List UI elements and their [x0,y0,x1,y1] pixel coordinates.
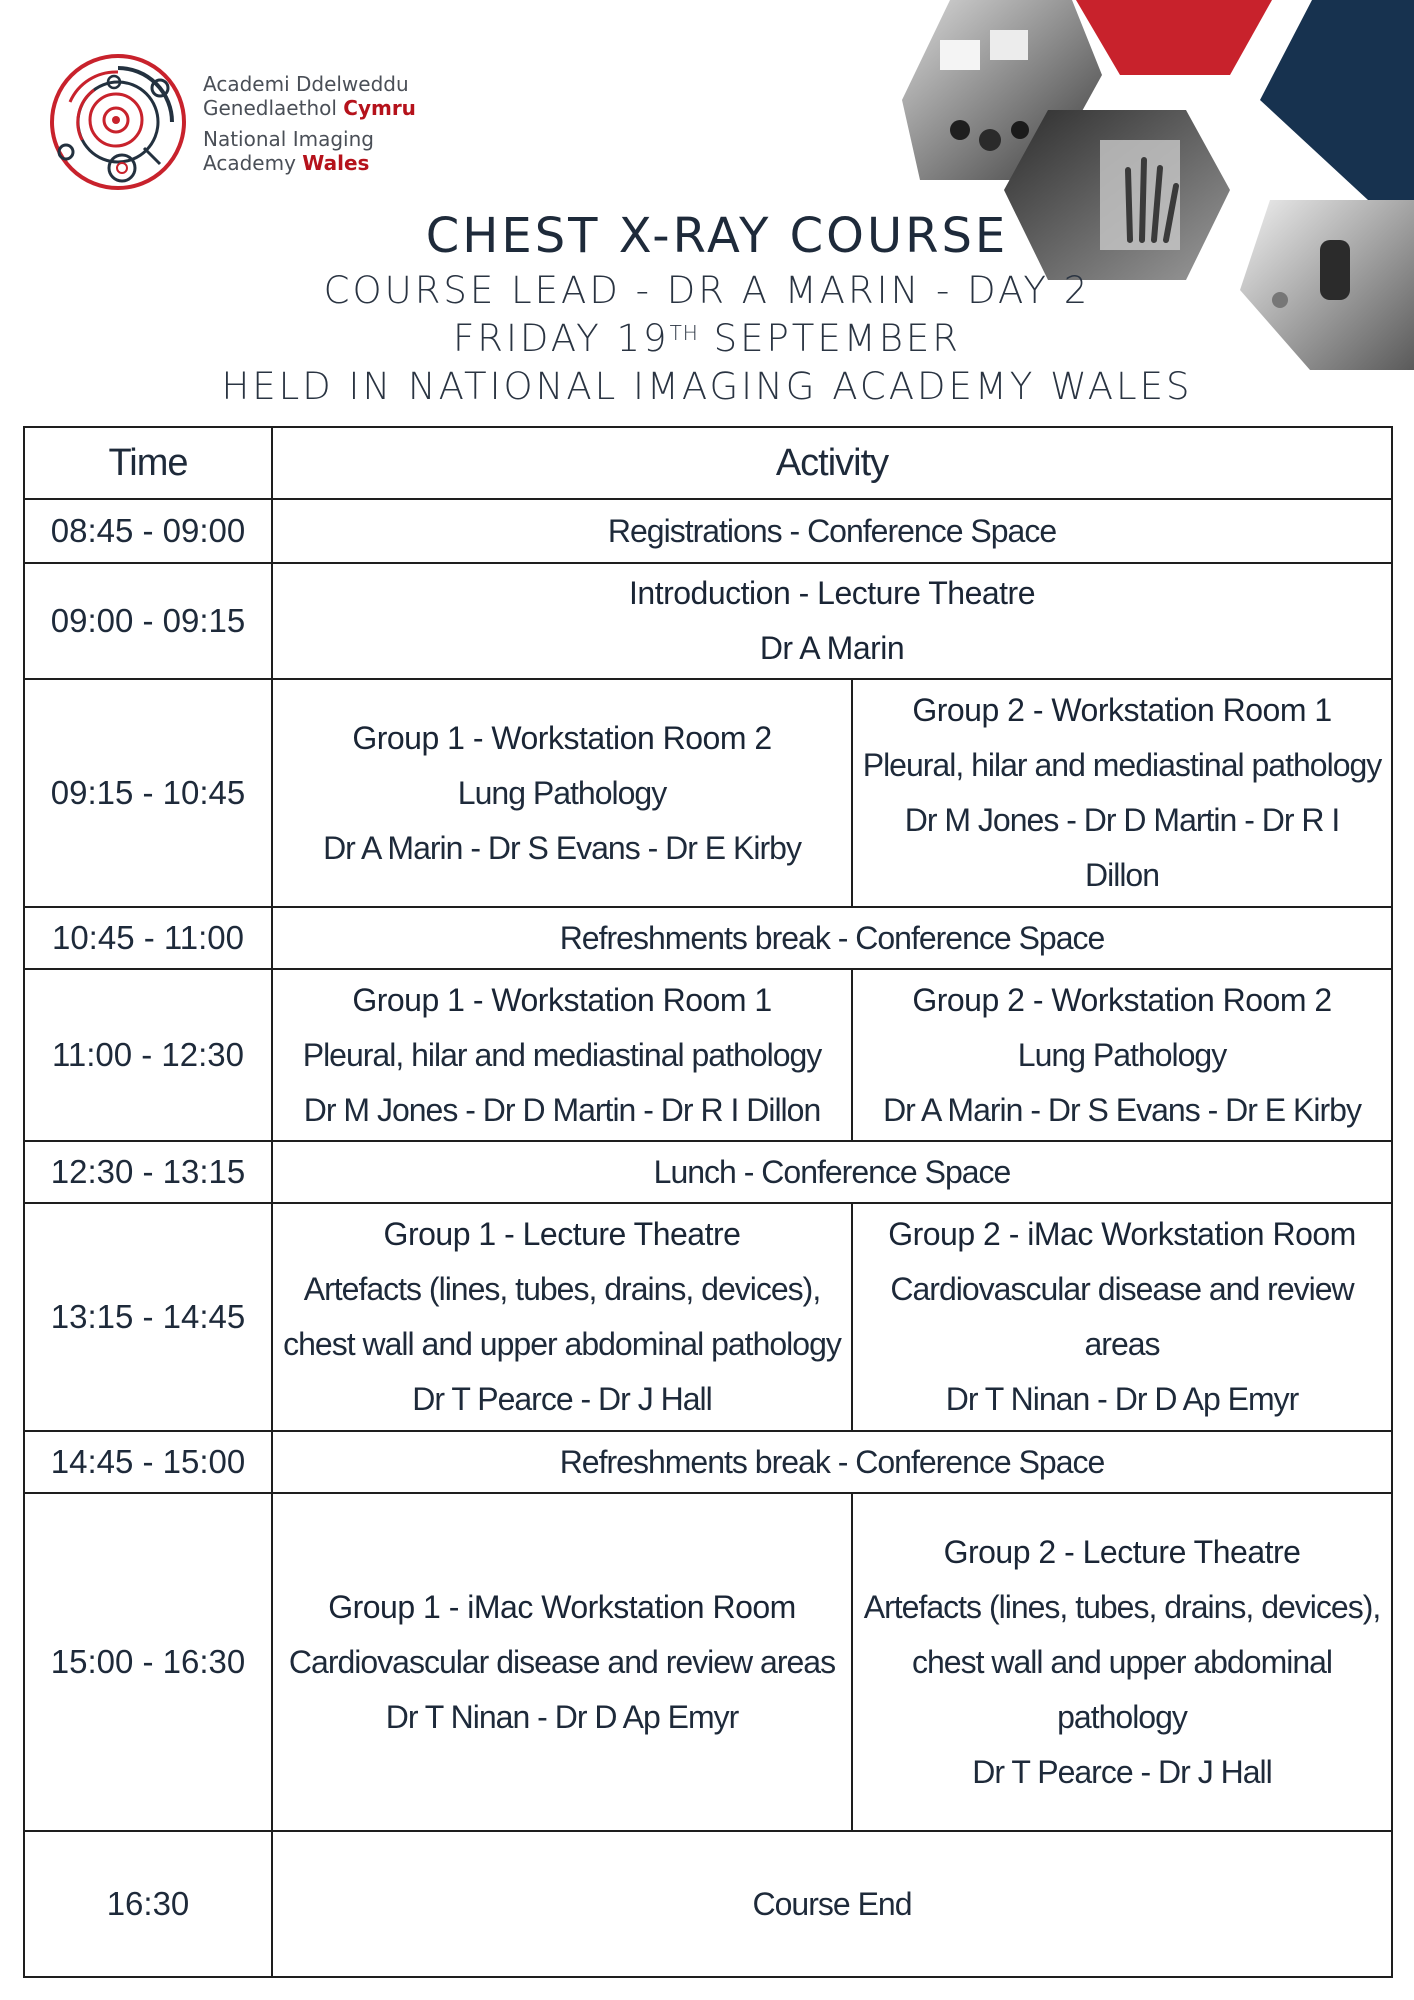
session-title: Introduction - Lecture Theatre [629,575,1035,611]
header-time: Time [24,427,272,499]
session-title: Group 2 - Workstation Room 1 [912,692,1332,728]
header-activity: Activity [272,427,1392,499]
session-topic: Pleural, hilar and mediastinal pathology [862,747,1382,783]
logo-wales: Wales [302,151,370,175]
row-time: 16:30 [24,1831,272,1977]
session-speakers: Dr T Ninan - Dr D Ap Emyr [945,1381,1299,1417]
table-row [24,563,1392,679]
group-2-cell [852,1493,1392,1831]
header-titles [0,205,1414,411]
session-title: Group 1 - Workstation Room 2 [352,719,772,756]
session-topic-cont: chest wall and upper abdominal pathology [283,1326,841,1362]
session-title: Group 1 - Lecture Theatre [383,1216,741,1252]
session-speakers: Dr M Jones - Dr D Martin - Dr R I [904,802,1340,838]
group-2-cell [852,1203,1392,1431]
group-1-cell [272,969,852,1141]
table-row [24,1431,1392,1493]
session-title: Group 2 - Lecture Theatre [943,1533,1301,1570]
session-topic-cont-2: pathology [1057,1698,1187,1735]
table-row [24,1493,1392,1831]
session-speaker: Dr A Marin [759,630,905,666]
course-title: CHEST X-RAY COURSE [425,208,1009,264]
session-topic: Cardiovascular disease and review areas [890,1271,1354,1362]
session-topic: Artefacts (lines, tubes, drains, devices), [303,1271,821,1307]
academy-logo-icon [48,52,188,192]
row-time: 11:00 - 12:30 [24,969,272,1141]
table-row [24,1831,1392,1977]
session-title: Group 1 - iMac Workstation Room [328,1588,796,1625]
table-row [24,969,1392,1141]
logo-line-4: Academy [203,151,303,175]
session-topic: Lung Pathology [1017,1036,1227,1073]
row-time: 08:45 - 09:00 [24,499,272,563]
schedule-table [23,426,1393,1978]
session-topic: Artefacts (lines, tubes, drains, devices), [863,1588,1381,1625]
row-activity: Course End [272,1831,1392,1977]
group-1-cell [272,679,852,907]
row-time: 09:00 - 09:15 [24,563,272,679]
red-hexagon [1076,0,1272,75]
row-time: 15:00 - 16:30 [24,1493,272,1831]
table-row [24,1203,1392,1431]
row-time: 13:15 - 14:45 [24,1203,272,1431]
course-date: FRIDAY 19TH SEPTEMBER [452,317,962,360]
table-row [24,499,1392,563]
session-topic-cont: chest wall and upper abdominal [911,1643,1333,1680]
group-2-cell [852,679,1392,907]
table-row [24,1141,1392,1203]
session-speakers: Dr T Pearce - Dr J Hall [972,1753,1272,1790]
course-venue: HELD IN NATIONAL IMAGING ACADEMY WALES [221,365,1193,408]
session-title: Group 1 - Workstation Room 1 [352,981,772,1018]
logo-line-3: National Imaging [203,127,374,151]
session-speakers: Dr T Ninan - Dr D Ap Emyr [385,1698,739,1735]
course-lead: COURSE LEAD - DR A MARIN - DAY 2 [323,269,1091,312]
row-time: 14:45 - 15:00 [24,1431,272,1493]
session-topic: Cardiovascular disease and review areas [288,1643,836,1680]
row-activity: Registrations - Conference Space [272,499,1392,563]
table-row [24,679,1392,907]
row-activity: Refreshments break - Conference Space [272,1431,1392,1493]
row-time: 10:45 - 11:00 [24,907,272,969]
row-activity [272,563,1392,679]
session-speakers: Dr A Marin - Dr S Evans - Dr E Kirby [883,1091,1361,1128]
row-time: 09:15 - 10:45 [24,679,272,907]
group-2-cell [852,969,1392,1141]
table-header-row [24,427,1392,499]
logo-line-1: Academi Ddelweddu [203,72,409,96]
academy-logo-text [203,72,416,175]
session-speakers: Dr M Jones - Dr D Martin - Dr R I Dillon [303,1091,821,1128]
session-speakers-cont: Dillon [1084,857,1160,893]
logo-line-2: Genedlaethol [203,96,344,120]
row-activity: Lunch - Conference Space [272,1141,1392,1203]
row-time: 12:30 - 13:15 [24,1141,272,1203]
row-activity: Refreshments break - Conference Space [272,907,1392,969]
session-topic: Lung Pathology [457,774,667,811]
session-speakers: Dr T Pearce - Dr J Hall [412,1381,712,1417]
group-1-cell [272,1493,852,1831]
session-title: Group 2 - Workstation Room 2 [912,981,1332,1018]
session-topic: Pleural, hilar and mediastinal pathology [302,1036,822,1073]
navy-hexagon [1260,0,1414,200]
logo-cymru: Cymru [343,96,416,120]
session-title: Group 2 - iMac Workstation Room [888,1216,1356,1252]
group-1-cell [272,1203,852,1431]
table-row [24,907,1392,969]
session-speakers: Dr A Marin - Dr S Evans - Dr E Kirby [323,829,801,866]
